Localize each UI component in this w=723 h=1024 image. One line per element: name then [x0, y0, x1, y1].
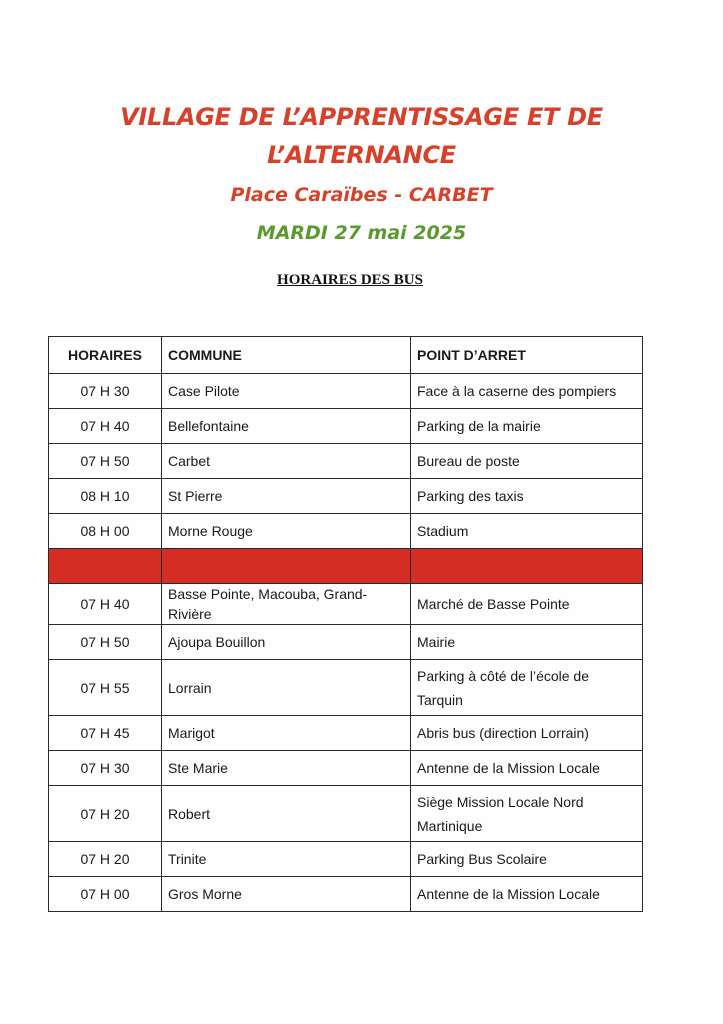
stop-cell: Marché de Basse Pointe [411, 584, 643, 625]
event-location: Place Caraïbes - CARBET [230, 184, 493, 206]
separator-cell [411, 549, 643, 584]
event-title-line-1: VILLAGE DE L’APPRENTISSAGE ET DE [120, 103, 603, 131]
time-cell: 07 H 00 [49, 877, 162, 912]
time-cell: 07 H 30 [49, 374, 162, 409]
time-cell: 08 H 00 [49, 514, 162, 549]
table-row [49, 842, 643, 877]
stop-cell: Stadium [411, 514, 643, 549]
event-date: MARDI 27 mai 2025 [256, 222, 467, 244]
table-row [49, 409, 643, 444]
stop-cell: Parking Bus Scolaire [411, 842, 643, 877]
time-cell: 07 H 20 [49, 842, 162, 877]
commune-cell: Trinite [162, 842, 411, 877]
time-cell: 08 H 10 [49, 479, 162, 514]
stop-cell: Parking de la mairie [411, 409, 643, 444]
separator-cell [162, 549, 411, 584]
time-cell: 07 H 50 [49, 625, 162, 660]
stop-cell: Bureau de poste [411, 444, 643, 479]
column-header-horaires: HORAIRES [49, 337, 162, 374]
time-cell: 07 H 45 [49, 716, 162, 751]
table-row [49, 479, 643, 514]
stop-cell: Antenne de la Mission Locale [411, 877, 643, 912]
separator-cell [49, 549, 162, 584]
time-cell: 07 H 40 [49, 409, 162, 444]
bus-schedule-table [48, 336, 643, 912]
time-cell: 07 H 30 [49, 751, 162, 786]
commune-cell: Case Pilote [162, 374, 411, 409]
table-row [49, 444, 643, 479]
table-row [49, 786, 643, 842]
column-header-commune: COMMUNE [162, 337, 411, 374]
commune-cell: Ajoupa Bouillon [162, 625, 411, 660]
section-heading: HORAIRES DES BUS [277, 272, 423, 288]
stop-cell: Mairie [411, 625, 643, 660]
stop-cell: Antenne de la Mission Locale [411, 751, 643, 786]
stop-cell: Siège Mission Locale Nord Martinique [411, 786, 643, 842]
commune-cell: Marigot [162, 716, 411, 751]
table-header-row [49, 337, 643, 374]
column-header-point-arret: POINT D’ARRET [411, 337, 643, 374]
table-row [49, 877, 643, 912]
stop-cell: Face à la caserne des pompiers [411, 374, 643, 409]
schedule-group-2 [49, 584, 643, 912]
commune-cell: Carbet [162, 444, 411, 479]
stop-cell: Abris bus (direction Lorrain) [411, 716, 643, 751]
table-row [49, 584, 643, 625]
time-cell: 07 H 20 [49, 786, 162, 842]
table-row [49, 625, 643, 660]
stop-cell: Parking à côté de l’école de Tarquin [411, 660, 643, 716]
table-row [49, 660, 643, 716]
commune-cell: Gros Morne [162, 877, 411, 912]
commune-cell: Morne Rouge [162, 514, 411, 549]
time-cell: 07 H 55 [49, 660, 162, 716]
commune-cell: Bellefontaine [162, 409, 411, 444]
table-row [49, 716, 643, 751]
commune-cell: Lorrain [162, 660, 411, 716]
event-title-line-2: L’ALTERNANCE [267, 141, 456, 169]
stop-cell: Parking des taxis [411, 479, 643, 514]
separator-row [49, 549, 643, 584]
table-row [49, 751, 643, 786]
time-cell: 07 H 40 [49, 584, 162, 625]
time-cell: 07 H 50 [49, 444, 162, 479]
commune-cell: St Pierre [162, 479, 411, 514]
commune-cell: Robert [162, 786, 411, 842]
schedule-group-1 [49, 374, 643, 549]
table-row [49, 514, 643, 549]
table-row [49, 374, 643, 409]
commune-cell: Basse Pointe, Macouba, Grand-Rivière [162, 584, 411, 625]
commune-cell: Ste Marie [162, 751, 411, 786]
